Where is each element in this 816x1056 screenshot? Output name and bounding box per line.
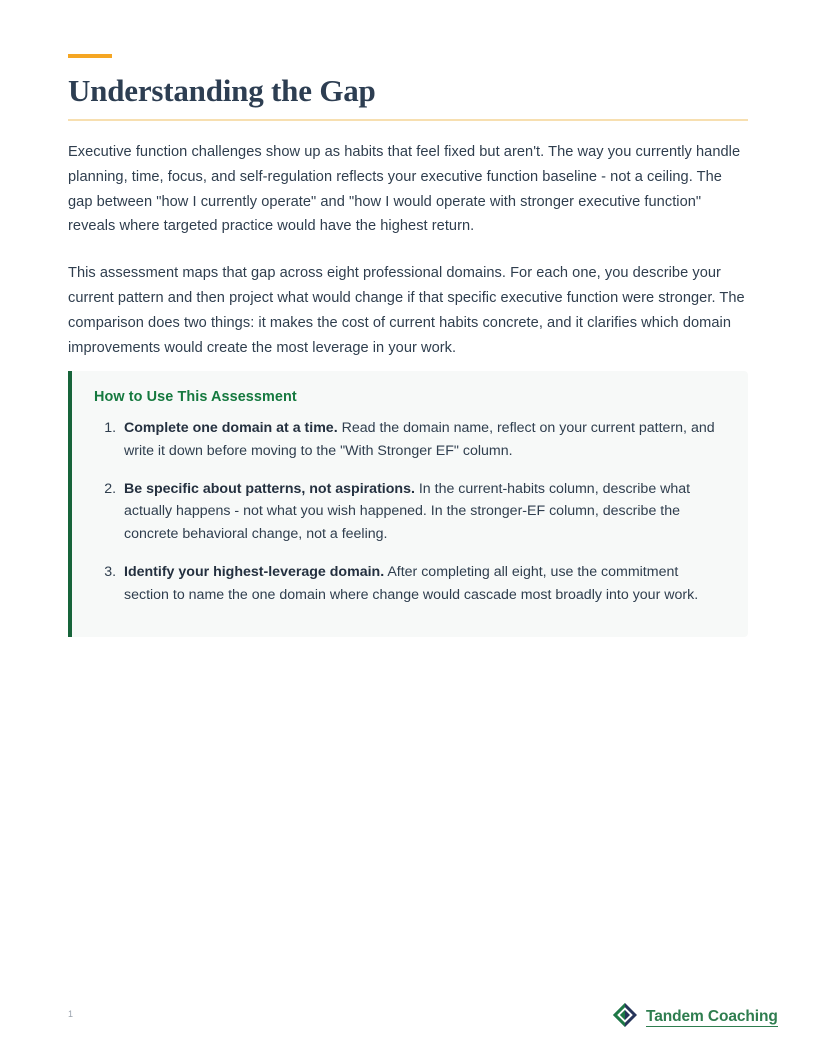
brand-logo — [612, 1002, 778, 1033]
page-title: Understanding the Gap — [68, 73, 376, 108]
diamond-logo-icon — [612, 1002, 638, 1033]
title-accent-bar — [68, 54, 112, 58]
list-item-lead: Complete one domain at a time. — [124, 420, 338, 436]
list-item-lead: Be specific about patterns, not aspirations. — [124, 480, 415, 497]
list-item-lead: Identify your highest-leverage domain. — [124, 563, 385, 580]
intro-paragraph-1: Executive function challenges show up as habits that feel fixed but aren't. The way you currently handle planning, time, focus, and self-regulation reflects your executive function baseline - not a ceiling. The gap between "how I currently operate" and "how I would operate with stronger executive function" reveals where targeted practice would have the highest return. — [68, 144, 741, 235]
list-item — [120, 561, 722, 607]
how-to-use-callout — [68, 371, 748, 637]
list-item-text: After completing all eight, use the commitment section to name the one domain where change would cascade most broadly into your work. — [124, 563, 699, 603]
list-item-text: In the current-habits column, describe what actually happens - not what you wish happened. In the stronger-EF column, describe the concrete behavioral change, not a feeling. — [124, 480, 691, 543]
intro-body — [68, 140, 748, 360]
list-item-text: Read the domain name, reflect on your current pattern, and write it down before moving to the "With Stronger EF" column. — [124, 420, 715, 459]
page-number: 1 — [68, 1009, 74, 1019]
title-divider — [68, 119, 748, 121]
callout-heading: How to Use This Assessment — [94, 389, 297, 405]
brand-name: Tandem Coaching — [646, 1008, 778, 1025]
intro-paragraph-2: This assessment maps that gap across eight professional domains. For each one, you describe your current pattern and then project what would change if that specific executive function were stronger. The comparison does two things: it makes the cost of current habits concrete, and it clarifies which domain improvements would create the most leverage in your work. — [68, 265, 745, 356]
list-item — [120, 478, 722, 546]
callout-instruction-list — [94, 417, 722, 607]
list-item — [120, 417, 722, 463]
